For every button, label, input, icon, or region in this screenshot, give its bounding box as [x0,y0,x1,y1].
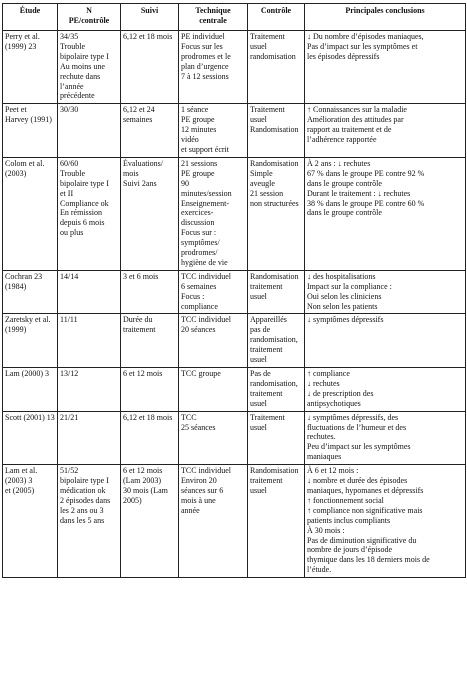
cell-controle: Traitement usuel randomisation [248,31,305,104]
cell-controle: Randomisation traitement usuel [248,270,305,314]
cell-technique: 1 séance PE groupe 12 minutes vidéo et support écrit [179,104,248,158]
cell-technique: TCC 25 séances [179,411,248,465]
cell-controle: Traitement usuel Randomisation [248,104,305,158]
table-row [3,104,466,158]
cell-suivi: 3 et 6 mois [121,270,179,314]
cell-suivi: 6,12 et 18 mois [121,31,179,104]
cell-n: 13/12 [58,368,121,412]
table-row [3,314,466,368]
cell-technique: TCC groupe [179,368,248,412]
cell-controle: Randomisation Simple aveugle 21 session non structurées [248,157,305,270]
cell-n: 11/11 [58,314,121,368]
table-row [3,465,466,578]
header-n: N PE/contrôle [58,4,121,31]
cell-suivi: 6,12 et 24 semaines [121,104,179,158]
header-suivi: Suivi [121,4,179,31]
cell-n: 34/35 Trouble bipolaire type I Au moins une rechute dans l’année précédente [58,31,121,104]
cell-technique: TCC individuel 6 semaines Focus : compliance [179,270,248,314]
table-row [3,368,466,412]
header-row [3,4,466,31]
cell-etude: Lam et al. (2003) 3 et (2005) [3,465,58,578]
cell-controle: Appareillés pas de randomisation, traitement usuel [248,314,305,368]
cell-suivi: 6 et 12 mois (Lam 2003) 30 mois (Lam 2005) [121,465,179,578]
cell-conclusions: ↓ symptômes dépressifs, des fluctuations de l’humeur et des rechutes. Peu d’impact sur les symptômes maniaques [305,411,466,465]
cell-technique: TCC individuel 20 séances [179,314,248,368]
cell-controle: Traitement usuel [248,411,305,465]
cell-controle: Pas de randomisation, traitement usuel [248,368,305,412]
cell-conclusions: ↑ Connaissances sur la maladie Amélioration des attitudes par rapport au traitement et de l’adhérence rapportée [305,104,466,158]
header-etude: Étude [3,4,58,31]
table-row [3,157,466,270]
cell-conclusions: ↓ des hospitalisations Impact sur la compliance : Oui selon les cliniciens Non selon les patients [305,270,466,314]
cell-controle: Randomisation traitement usuel [248,465,305,578]
cell-technique: 21 sessions PE groupe 90 minutes/session Enseignement- exercices- discussion Focus sur : symptômes/ prodromes/ hygiène de vie [179,157,248,270]
cell-etude: Colom et al. (2003) [3,157,58,270]
cell-suivi: 6 et 12 mois [121,368,179,412]
table-row [3,411,466,465]
header-controle: Contrôle [248,4,305,31]
cell-etude: Zaretsky et al. (1999) [3,314,58,368]
cell-n: 60/60 Trouble bipolaire type I et II Compliance ok En rémission depuis 6 mois ou plus [58,157,121,270]
cell-conclusions: ↑ compliance ↓ rechutes ↓ de prescription des antipsychotiques [305,368,466,412]
cell-etude: Lam (2000) 3 [3,368,58,412]
cell-n: 51/52 bipolaire type I médication ok 2 épisodes dans les 2 ans ou 3 dans les 5 ans [58,465,121,578]
cell-conclusions: À 2 ans : ↓ rechutes 67 % dans le groupe PE contre 92 % dans le groupe contrôle Durant le traitement : ↓ rechutes 38 % dans le groupe PE contre 60 % dans le groupe contrôle [305,157,466,270]
cell-suivi: 6,12 et 18 mois [121,411,179,465]
table-row [3,31,466,104]
cell-etude: Cochran 23 (1984) [3,270,58,314]
cell-n: 21/21 [58,411,121,465]
cell-etude: Scott (2001) 13 [3,411,58,465]
cell-conclusions: ↓ symptômes dépressifs [305,314,466,368]
cell-n: 30/30 [58,104,121,158]
header-conclusions: Principales conclusions [305,4,466,31]
cell-suivi: Évaluations/ mois Suivi 2ans [121,157,179,270]
cell-etude: Perry et al. (1999) 23 [3,31,58,104]
table-row [3,270,466,314]
cell-etude: Peet et Harvey (1991) [3,104,58,158]
cell-conclusions: ↓ Du nombre d’épisodes maniaques, Pas d’impact sur les symptômes et les épisodes dépressifs [305,31,466,104]
cell-suivi: Durée du traitement [121,314,179,368]
studies-table [2,3,466,578]
cell-conclusions: À 6 et 12 mois : ↓ nombre et durée des épisodes maniaques, hypomanes et dépressifs ↑ fonctionnement social ↑ compliance non significative mais patients inclus compliants À 30 mois : Pas de diminution significative du nombre de jours d’épisode thymique dans les 18 derniers mois de l’étude. [305,465,466,578]
cell-n: 14/14 [58,270,121,314]
cell-technique: TCC individuel Environ 20 séances sur 6 mois à une année [179,465,248,578]
cell-technique: PE individuel Focus sur les prodromes et le plan d’urgence 7 à 12 sessions [179,31,248,104]
header-technique: Technique centrale [179,4,248,31]
